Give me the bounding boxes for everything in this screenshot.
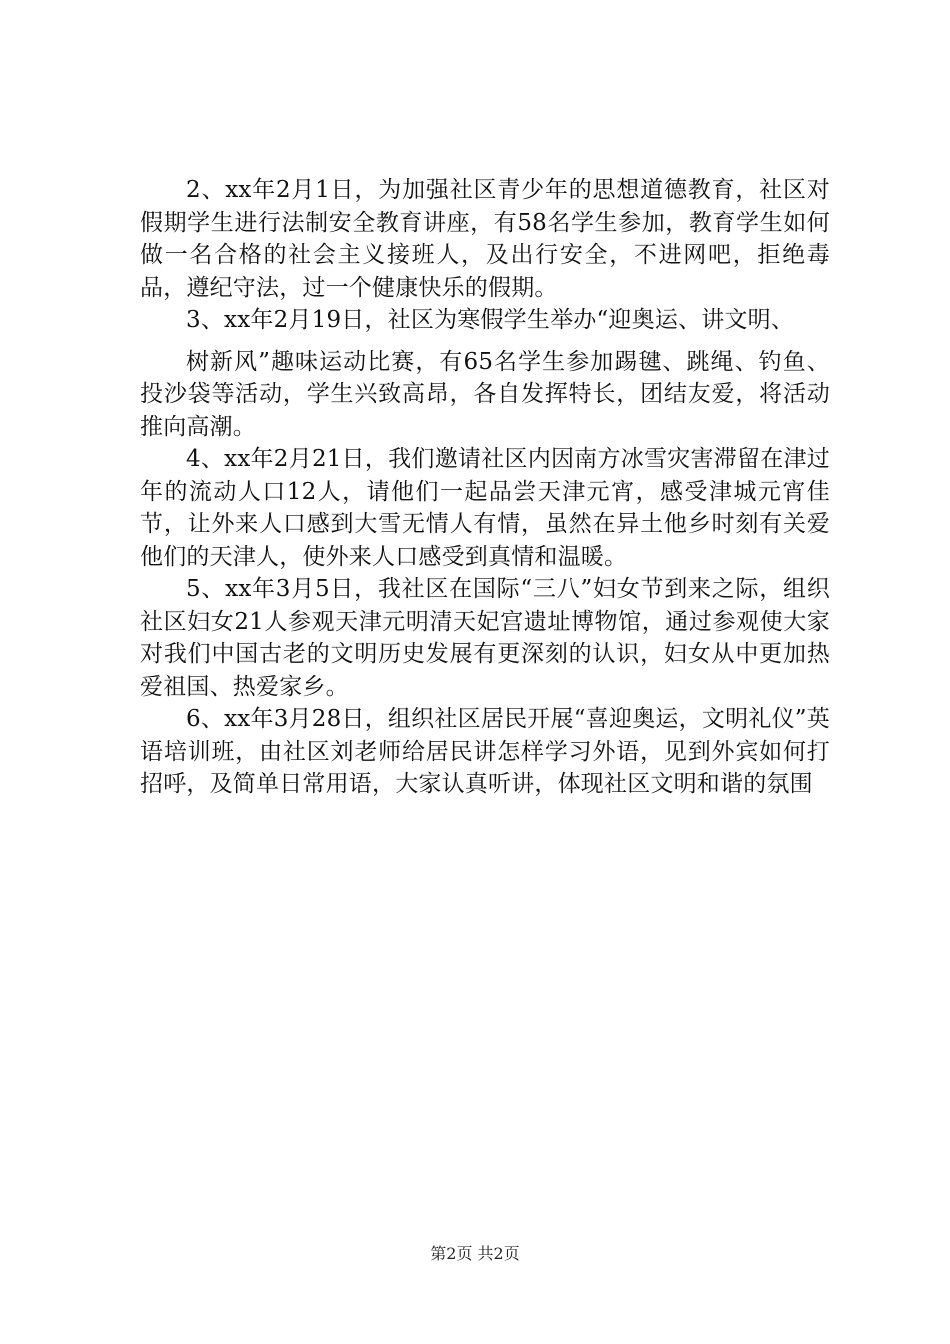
paragraph-item-4: 4、xx年2月21日，我们邀请社区内因南方冰雪灾害滞留在津过年的流动人口12人，请他们一起品尝天津元宵，感受津城元宵佳节，让外来人口感到大雪无情人有情，虽然在异土他乡时刻有关爱他们的天津人，使外来人口感受到真情和温暖。 [140, 446, 830, 570]
paragraph-item-3-heading: 3、xx年2月19日，社区为寒假学生举办“迎奥运、讲文明、 [186, 307, 795, 333]
page-number-footer: 第2页 共2页 [430, 1244, 520, 1263]
paragraph-item-6: 6、xx年3月28日，组织社区居民开展“喜迎奥运，文明礼仪”英语培训班，由社区刘老师给居民讲怎样学习外语，见到外宾如何打招呼，及简单日常用语，大家认真听讲，体现社区文明和谐的氛围 [140, 706, 830, 797]
paragraph-item-5: 5、xx年3月5日，我社区在国际“三八”妇女节到来之际，组织社区妇女21人参观天津元明清天妃宫遗址博物馆，通过参观使大家对我们中国古老的文明历史发展有更深刻的认识，妇女从中更加热爱祖国、热爱家乡。 [140, 576, 830, 700]
paragraph-item-2: 2、xx年2月1日，为加强社区青少年的思想道德教育，社区对假期学生进行法制安全教育讲座，有58名学生参加，教育学生如何做一名合格的社会主义接班人，及出行安全，不进网吧，拒绝毒品，遵纪守法，过一个健康快乐的假期。 [140, 177, 830, 301]
paragraph-item-3-body: 树新风”趣味运动比赛，有65名学生参加踢毽、跳绳、钓鱼、投沙袋等活动，学生兴致高昂，各自发挥特长，团结友爱，将活动推向高潮。 [140, 348, 830, 440]
document-body [140, 174, 830, 801]
